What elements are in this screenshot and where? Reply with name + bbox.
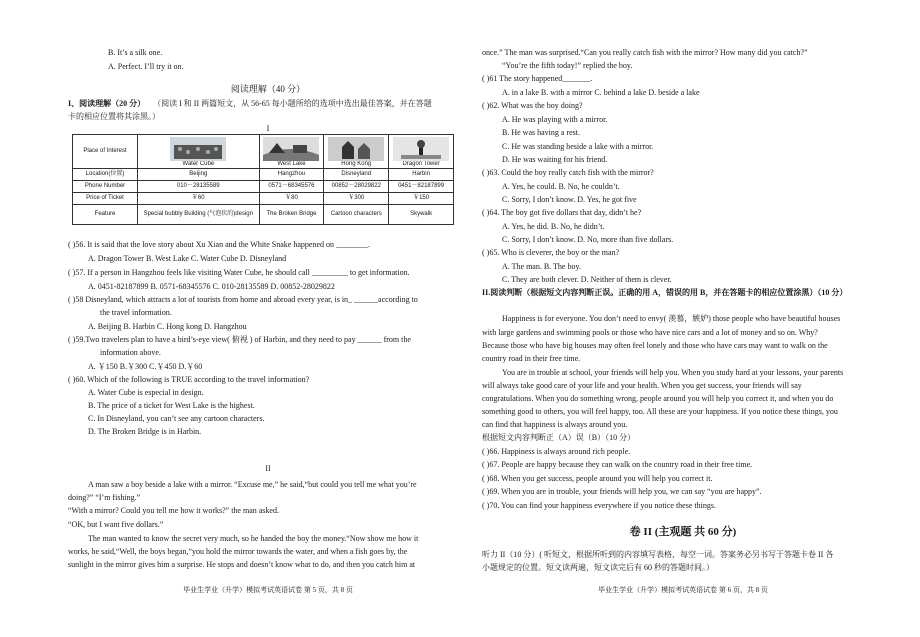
question-59-cont: information above. (100, 348, 161, 357)
passage-line: The man wanted to know the secret very much, so he handed the boy the money.“Now show me how it (88, 534, 419, 543)
west-lake-image (263, 137, 319, 161)
place-cell (324, 135, 389, 169)
question-64-options-cd: C. Sorry, I don’t know. D. No, more than five dollars. (502, 235, 674, 244)
cell: Cartoon characters (324, 205, 389, 225)
question-63-options-cd: C. Sorry, I don’t know. D. Yes, he got five (502, 195, 637, 204)
question-58: ( )58 Disneyland, which attracts a lot of tourists from home and abroad every year, is in_ ______according to (68, 295, 418, 304)
part-one-instructions-cont: 卡的相应位置将其涂黑。） (68, 112, 160, 121)
option-line: B. It’s a silk one. (108, 48, 163, 57)
row-label: Phone Number (73, 181, 138, 193)
cell: ￥80 (259, 193, 324, 205)
place-name: Hong Kong (341, 161, 372, 167)
question-60: ( )60. Which of the following is TRUE according to the travel information? (68, 375, 310, 384)
cell: Beijing (138, 169, 260, 181)
question-60-option-d: D. The Broken Bridge is in Harbin. (88, 427, 202, 436)
question-67: ( )67. People are happy because they can walk on the country road in their free time. (482, 460, 753, 469)
judge-instructions: 根据短文内容判断正（A）误（B）（10 分） (482, 433, 636, 442)
question-60-option-b: B. The price of a ticket for West Lake is the highest. (88, 401, 255, 410)
question-62-option-d: D. He was waiting for his friend. (502, 155, 608, 164)
question-68: ( )68. When you get success, people around you will help you correct it. (482, 474, 713, 483)
row-label: Feature (73, 205, 138, 225)
question-69: ( )69. When you are in trouble, your friends will help you, we can say “you are happy”. (482, 487, 762, 496)
passage-line: something good to others, you will feel happy, too. All these are your happiness. If you notice these things, you (482, 407, 838, 416)
page-footer: 毕业生学业（升学）模拟考试英语试卷 第 6 页，共 8 页 (598, 586, 768, 594)
passage-line: congratulations. When you do something wrong, people around you will help you correct it, and when you do (482, 394, 834, 403)
question-60-option-c: C. In Disneyland, you can’t see any cartoon characters. (88, 414, 265, 423)
passage-line: country road in their free time. (482, 354, 581, 363)
water-cube-image (170, 137, 226, 161)
cell: 0451－82187899 (389, 181, 454, 193)
listening-instructions: 听力 II（10 分）( 听短文，根据所听到的内容填写表格，每空一词。答案务必另书写于答题卡卷 II 各 (482, 550, 834, 559)
place-name: Water Cube (182, 161, 215, 167)
cell: ￥60 (138, 193, 260, 205)
place-cell (138, 135, 260, 169)
passage-line: “You’re the fifth today!” replied the boy. (502, 61, 633, 70)
cell: 00852－28029822 (324, 181, 389, 193)
question-66: ( )66. Happiness is always around rich people. (482, 447, 631, 456)
cell: Skywalk (389, 205, 454, 225)
row-label: Price of Ticket (73, 193, 138, 205)
question-56: ( )56. It is said that the love story about Xu Xian and the White Snake happened on ________. (68, 240, 371, 249)
place-name: Dragon Tower (402, 161, 440, 167)
question-64-options-ab: A. Yes, he did. B. No, he didn’t. (502, 222, 605, 231)
row-label: Location(位置) (73, 169, 138, 181)
listening-instructions-cont: 小题规定的位置。短文读两遍，短文读完后有 60 秒的答题时间。） (482, 563, 714, 572)
volume-two-title: 卷 II (主观题 共 60 分) (629, 526, 737, 538)
place-cell (259, 135, 324, 169)
question-59: ( )59.Two travelers plan to have a bird’s-eye view( 俯视 ) of Harbin, and they need to pay ______ from the (68, 335, 411, 344)
question-62: ( )62. What was the boy doing? (482, 101, 583, 110)
question-64: ( )64. The boy got five dollars that day, didn’t he? (482, 208, 642, 217)
question-70: ( )70. You can find your happiness everywhere if you notice these things. (482, 501, 716, 510)
passage-line: once.” The man was surprised.“Can you really catch fish with the mirror? How many did you catch?” (482, 48, 808, 57)
part-two-title: II.阅读判断（根据短文内容判断正误。正确的用 A，错误的用 B，并在答题卡的相应位置涂黑）（10 分） (482, 288, 848, 297)
question-59-options: A. ￥150 B.￥300 C.￥450 D.￥60 (88, 362, 203, 371)
left-page (68, 0, 468, 637)
question-65-options-ab: A. The man. B. The boy. (502, 262, 581, 271)
question-56-options: A. Dragon Tower B. West Lake C. Water Cube D. Disneyland (88, 254, 287, 263)
section-title: 阅读理解（40 分） (230, 84, 306, 94)
passage-line: “With a mirror? Could you tell me how it works?” the man asked. (68, 506, 279, 515)
cell: Hangzhou (259, 169, 324, 181)
part-one-instructions: （阅读 I 和 II 两篇短文，从 56-65 每小题所给的选项中选出最佳答案，并在答题 (153, 99, 432, 108)
passage-line: Happiness is for everyone. You don’t need to envy( 羡慕，嫉妒) those people who have beautiful houses (502, 314, 841, 323)
question-65: ( )65. Who is cleverer, the boy or the man? (482, 248, 620, 257)
passage-number: II (265, 464, 271, 473)
page-footer: 毕业生学业（升学）模拟考试英语试卷 第 5 页，共 8 页 (183, 586, 353, 594)
passage-line: with large gardens and swimming pools or those who have nice cars and a lot of money and so on. Why? (482, 328, 818, 337)
cell: ￥150 (389, 193, 454, 205)
passage-line: can find that happiness is always around you. (482, 420, 628, 429)
question-61: ( )61 The story happened_______. (482, 74, 593, 83)
question-61-options: A. in a lake B. with a mirror C. behind a lake D. beside a lake (502, 88, 700, 97)
cell: ￥300 (324, 193, 389, 205)
question-62-option-a: A. He was playing with a mirror. (502, 115, 608, 124)
passage-line: doing?” “I’m fishing.” (68, 493, 141, 502)
cell: 010－28135589 (138, 181, 260, 193)
passage-line: works, he said,“Well, the boys began,“you hold the mirror towards the water, and when a fish goes by, the (68, 547, 408, 556)
cell: Harbin (389, 169, 454, 181)
dragon-tower-image (393, 137, 449, 161)
passage-line: “OK, but I want five dollars.” (68, 520, 164, 529)
cell: Special bubbly Building (气泡状的)design (138, 205, 260, 225)
passage-line: Because those who have big houses may often feel lonely and those who have cars may want to walk on the (482, 341, 828, 350)
question-62-option-b: B. He was having a rest. (502, 128, 580, 137)
cell: Disneyland (324, 169, 389, 181)
question-62-option-c: C. He was standing beside a lake with a mirror. (502, 142, 654, 151)
question-63: ( )63. Could the boy really catch fish with the mirror? (482, 168, 654, 177)
passage-line: A man saw a boy beside a lake with a mirror. “Excuse me,” he said,“but could you tell me what you’re (88, 480, 417, 489)
passage-line: sunlight in the mirror gives him a surprise. He stops and doesn’t know what to do, and then you catch him at (68, 560, 416, 569)
option-line: A. Perfect. I’ll try it on. (108, 62, 184, 71)
passage-line: You are in trouble at school, your friends will help you. When you study hard at your lessons, your parents (502, 368, 844, 377)
question-58-cont: the travel information. (100, 308, 172, 317)
question-60-option-a: A. Water Cube is especial in design. (88, 388, 204, 397)
question-58-options: A. Beijing B. Harbin C. Hong kong D. Hangzhou (88, 322, 247, 331)
header-label: Place of Interest (73, 135, 138, 169)
question-57-options: A. 0451-82187899 B. 0571-68345576 C. 010-28135589 D. 00852-28029822 (88, 282, 335, 291)
place-cell (389, 135, 454, 169)
place-name: West Lake (277, 161, 306, 167)
question-63-options-ab: A. Yes, he could. B. No, he couldn’t. (502, 182, 620, 191)
question-65-options-cd: C. They are both clever. D. Neither of them is clever. (502, 275, 672, 284)
passage-number: I (266, 124, 270, 133)
cell: The Broken Bridge (259, 205, 324, 225)
cell: 0571－68345576 (259, 181, 324, 193)
hong-kong-image (328, 137, 384, 161)
question-57: ( )57. If a person in Hangzhou feels like visiting Water Cube, he should call _________ to get information. (68, 268, 410, 277)
right-page (482, 0, 884, 637)
travel-info-table (72, 134, 454, 225)
part-one-title: I、阅读理解（20 分） (68, 99, 146, 108)
passage-line: will always take good care of your life and your health. When you get success, your friends will say (482, 381, 802, 390)
